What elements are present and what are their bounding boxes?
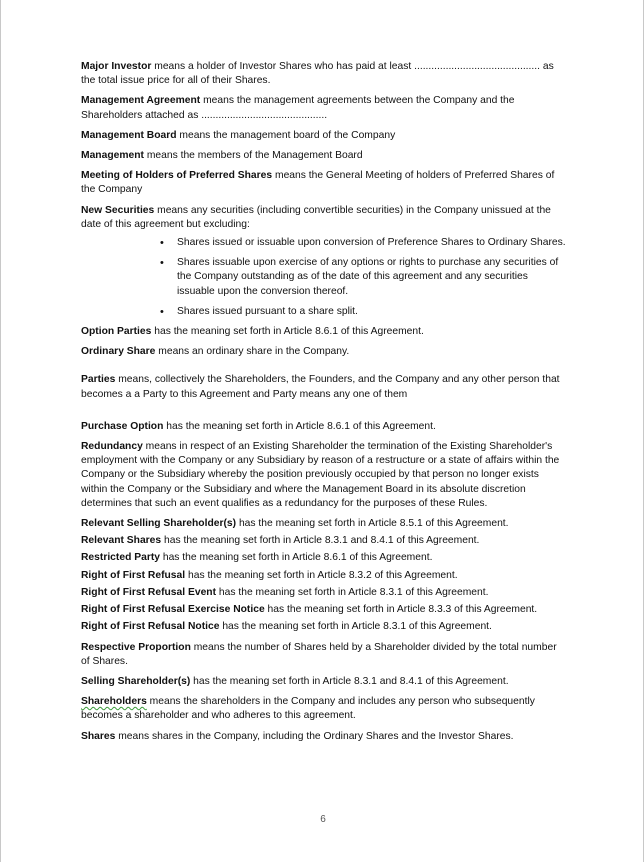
bullet-icon: • <box>160 237 164 250</box>
definition-relevant-shares <box>81 534 567 548</box>
definition-relevant-selling-shareholder <box>81 517 567 531</box>
definition-shareholders <box>81 695 567 723</box>
definition-text: has the meaning set forth in Article 8.6.1 of this Agreement. <box>151 326 424 338</box>
definition-text: means, collectively the Shareholders, the Founders, and the Company and any other person that becomes a a Party to this Agreement and Party means any one of them <box>81 374 560 400</box>
definition-management-agreement <box>81 94 567 122</box>
definition-text: has the meaning set forth in Article 8.3.3 of this Agreement. <box>264 604 538 616</box>
definition-text: has the meaning set forth in Article 8.3.1 of this Agreement. <box>219 621 492 633</box>
definition-text: means an ordinary share in the Company. <box>155 346 350 358</box>
definition-rofr-notice <box>81 620 567 634</box>
term: New Securities <box>81 204 155 216</box>
page-number: 6 <box>320 814 326 825</box>
definition-management-board <box>81 129 567 143</box>
definition-text: means the members of the Management Board <box>143 150 363 162</box>
definition-restricted-party <box>81 551 567 565</box>
bullet-icon: • <box>160 257 164 270</box>
definition-text: has the meaning set forth in Article 8.6.1 of this Agreement. <box>159 552 433 564</box>
term: Redundancy <box>81 441 143 453</box>
term: Purchase Option <box>81 420 164 432</box>
definition-text: means any securities (including convertible securities) in the Company unissued at the date of this agreement but excluding: <box>81 204 551 230</box>
definition-text: has the meaning set forth in Article 8.3.1 and 8.4.1 of this Agreement. <box>161 535 480 547</box>
term: Right of First Refusal Exercise Notice <box>81 604 265 616</box>
definition-text: has the meaning set forth in Article 8.3.1 and 8.4.1 of this Agreement. <box>190 675 509 687</box>
term: Management Agreement <box>81 95 201 107</box>
definition-text: has the meaning set forth in Article 8.5.1 of this Agreement. <box>236 518 509 530</box>
definition-management <box>81 149 567 163</box>
term: Right of First Refusal Event <box>81 586 217 598</box>
definition-ordinary-share <box>81 345 567 359</box>
term: Option Parties <box>81 326 152 338</box>
term: Management Board <box>81 129 177 141</box>
term: Shares <box>81 730 116 742</box>
definition-rofr-exercise-notice <box>81 603 567 617</box>
term: Relevant Selling Shareholder(s) <box>81 518 237 530</box>
bullet-icon: • <box>160 305 164 318</box>
definition-major-investor <box>81 60 567 88</box>
definition-selling-shareholder <box>81 675 567 689</box>
term: Parties <box>81 374 116 386</box>
list-item: • Shares issued pursuant to a share split. <box>160 305 358 318</box>
definition-text: means the management agreements between the Company and the Shareholders attached as ............................................ <box>81 95 515 121</box>
definition-text: means the General Meeting of holders of Preferred Shares of the Company <box>81 170 555 196</box>
definitions-body <box>81 60 567 750</box>
definition-meeting-preferred <box>81 169 567 197</box>
definition-new-securities <box>81 204 567 232</box>
definition-parties <box>81 373 567 401</box>
definition-text: has the meaning set forth in Article 8.6.1 of this Agreement. <box>163 420 436 432</box>
term: Shareholders <box>81 696 147 708</box>
term: Selling Shareholder(s) <box>81 675 191 687</box>
definition-text: means the number of Shares held by a Shareholder divided by the total number of Shares. <box>81 641 557 667</box>
definition-respective-proportion <box>81 641 567 669</box>
term: Right of First Refusal Notice <box>81 621 220 633</box>
definition-text: means in respect of an Existing Shareholder the termination of the Existing Shareholder's employment with the Company or any Subsidiary by reason of a restructure or a state of affairs within the Company or the Subsidiary whereby the position previously occupied by that person no longer exists within the Company or the Subsidiary and where the Management Board in its absolute discretion determines that such an event qualifies as a redundancy for the purposes of these Rules. <box>81 441 560 509</box>
list-item: • Shares issued or issuable upon conversion of Preference Shares to Ordinary Shares. <box>160 237 566 250</box>
list-item: • Shares issuable upon exercise of any options or rights to purchase any securities of the Company outstanding as of the date of this agreement and any securities issuable upon the conversion thereof. <box>160 257 559 297</box>
definition-purchase-option <box>81 420 567 434</box>
term: Meeting of Holders of Preferred Shares <box>81 170 273 182</box>
term: Right of First Refusal <box>81 569 186 581</box>
definition-text: has the meaning set forth in Article 8.3.1 of this Agreement. <box>216 586 489 598</box>
term: Ordinary Share <box>81 346 156 358</box>
definition-text: means shares in the Company, including the Ordinary Shares and the Investor Shares. <box>115 730 514 742</box>
term: Major Investor <box>81 61 152 72</box>
definition-text: means the shareholders in the Company and includes any person who subsequently becomes a shareholder and who adheres to this agreement. <box>81 696 535 722</box>
definition-redundancy <box>81 440 567 511</box>
definition-right-of-first-refusal <box>81 569 567 583</box>
term: Respective Proportion <box>81 641 191 653</box>
new-securities-exclusions <box>81 236 567 319</box>
definition-text: has the meaning set forth in Article 8.3.2 of this Agreement. <box>185 569 458 581</box>
definition-rofr-event <box>81 586 567 600</box>
definition-text: means a holder of Investor Shares who has paid at least ............................................ as the total issue price for all of their Shares. <box>81 61 554 87</box>
definition-shares <box>81 730 567 744</box>
definition-text: means the management board of the Company <box>176 129 396 141</box>
term: Restricted Party <box>81 552 160 564</box>
term: Management <box>81 150 144 162</box>
definition-option-parties <box>81 325 567 339</box>
term: Relevant Shares <box>81 535 162 547</box>
